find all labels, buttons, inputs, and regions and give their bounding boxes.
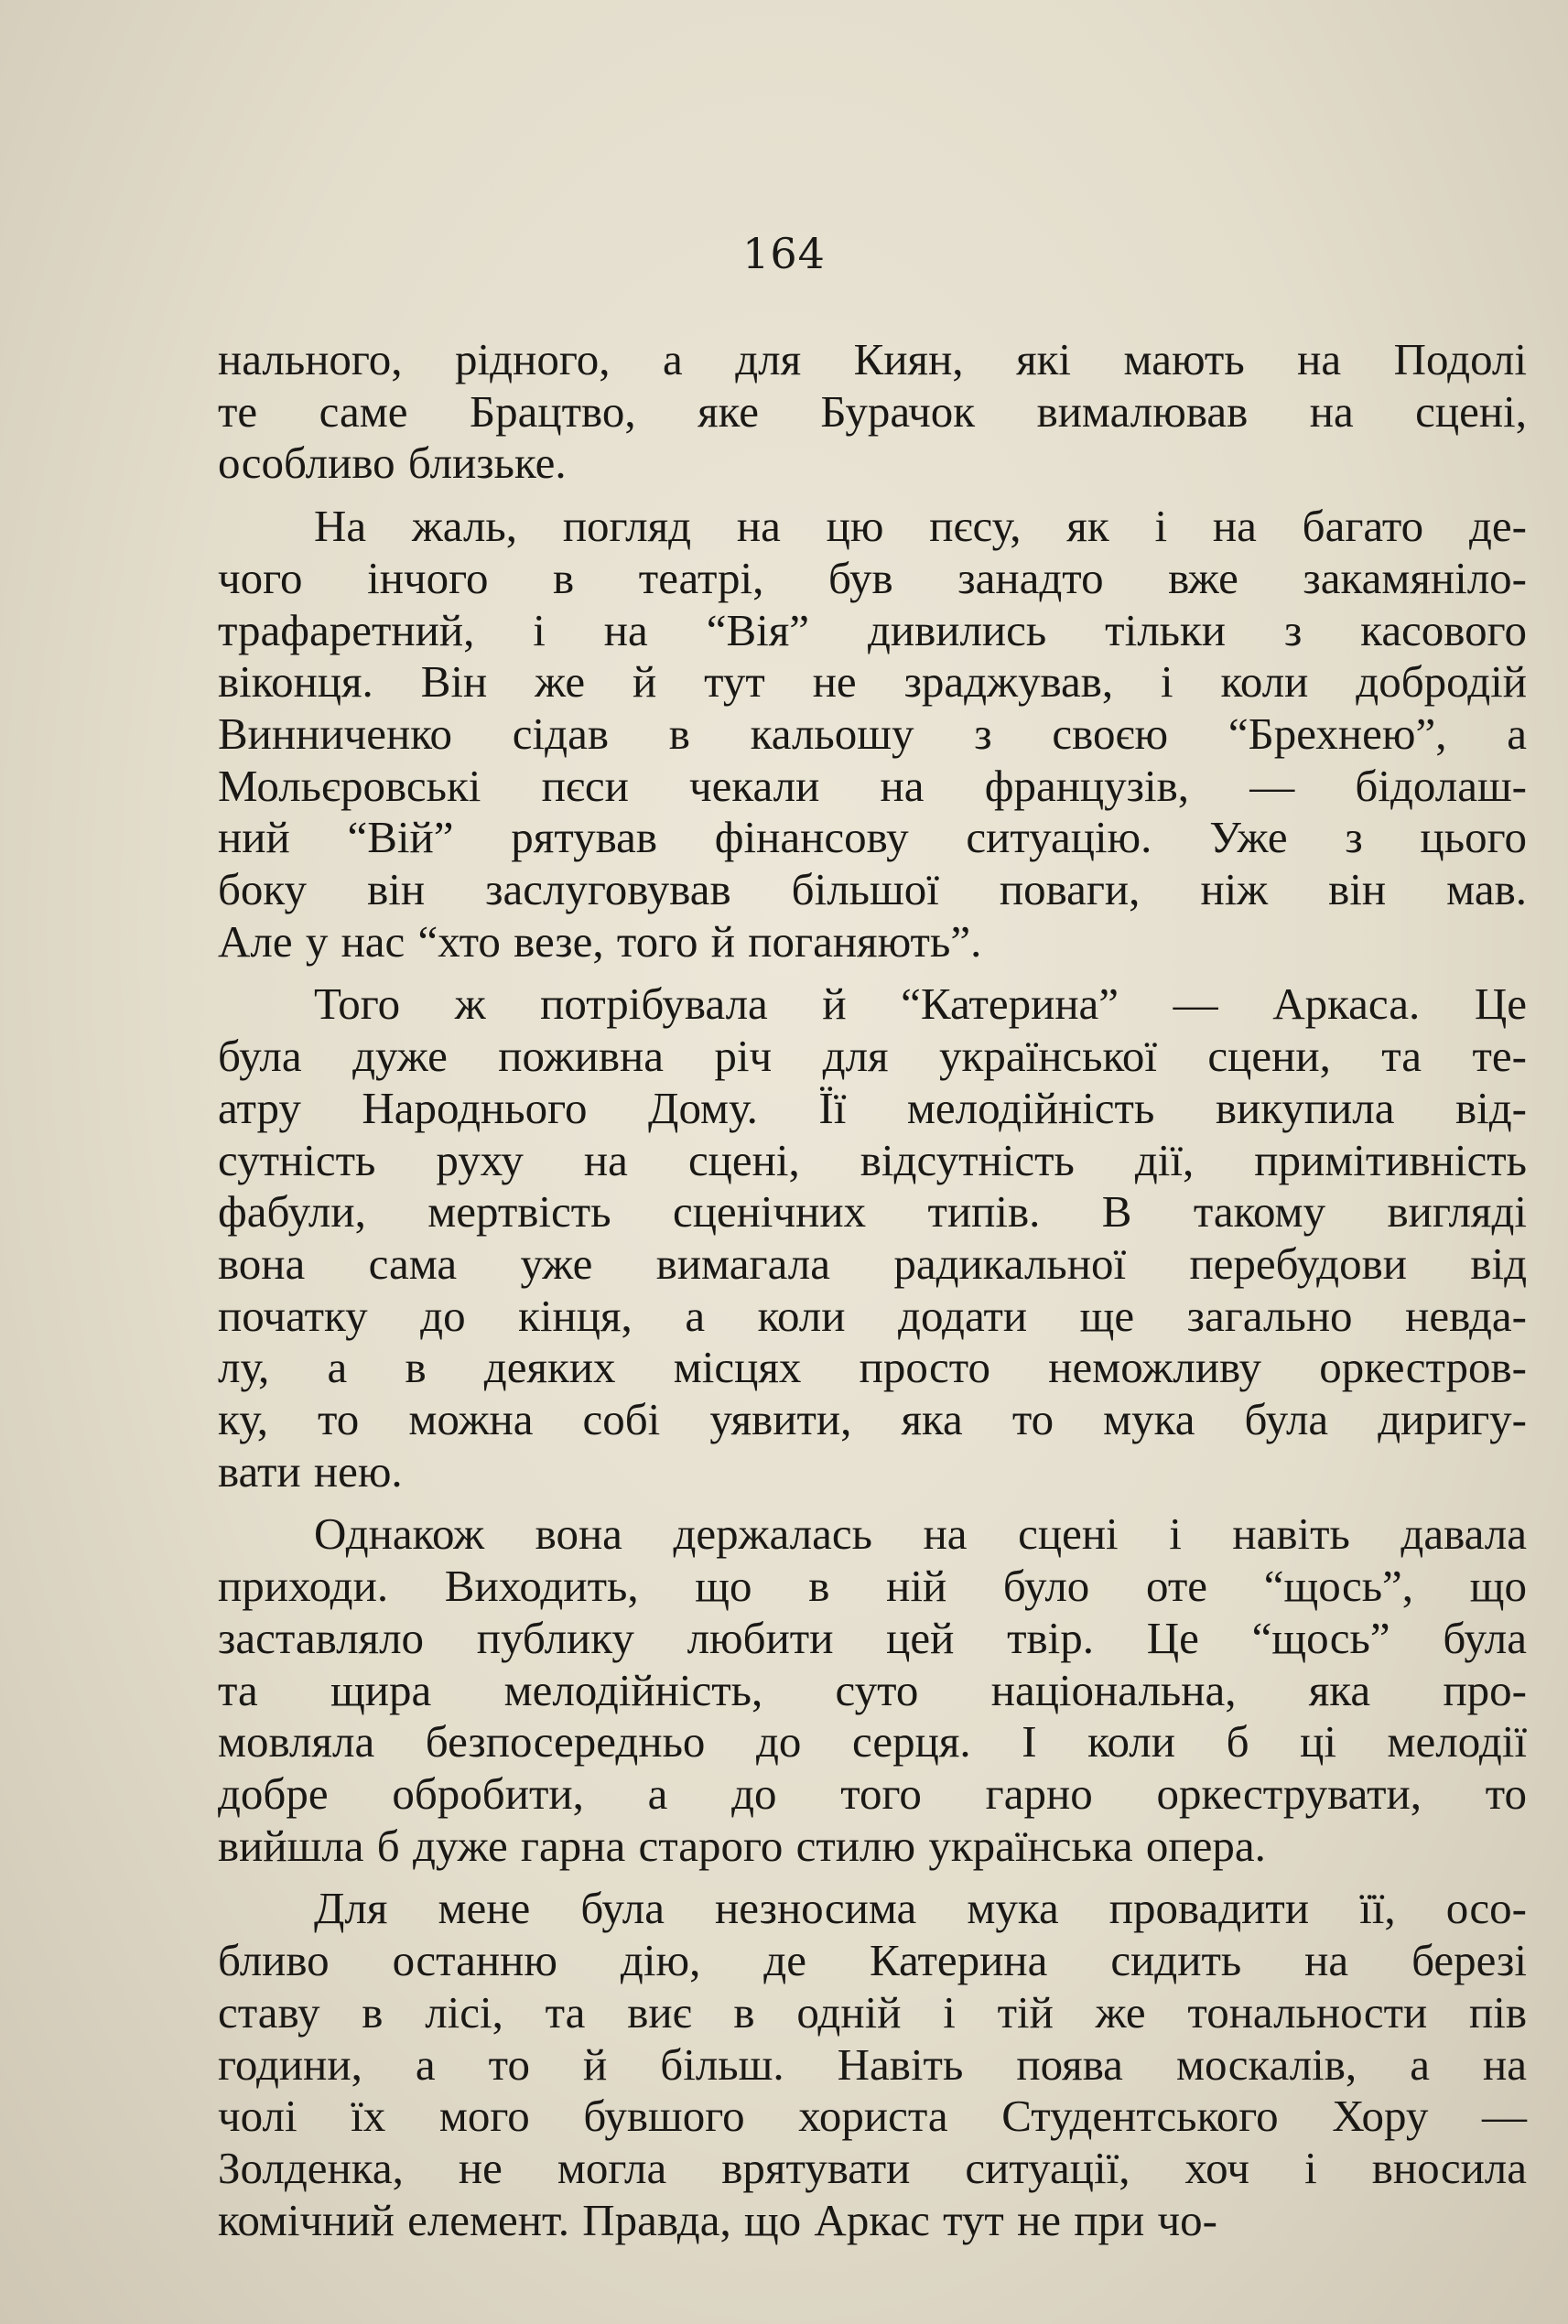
text-line: Золденка, не могла врятувати ситуації, хоч і вносила [218, 2142, 1527, 2193]
text-line: трафаретний, і на “Вія” дивились тільки з касового [218, 604, 1527, 655]
text-line: ний “Вій” рятував фінансову ситуацію. Уже з цього [218, 812, 1527, 863]
text-line: На жаль, погляд на цю пєсу, як і на багато де- [314, 501, 1527, 552]
paragraph [218, 978, 1527, 1497]
text-line: початку до кінця, а коли додати ще загально невда- [218, 1290, 1527, 1341]
text-line: ку, то можна собі уявити, яка то мука була диригу- [218, 1394, 1527, 1445]
text-line: Винниченко сідав в кальошу з своєю “Брехнею”, а [218, 708, 1527, 759]
text-line: віконця. Він же й тут не зраджував, і коли добродій [218, 656, 1527, 708]
paragraph [218, 501, 1527, 967]
text-line: особливо близьке. [218, 438, 567, 489]
text-line: Але у нас “хто везе, того й поганяють”. [218, 915, 982, 967]
text-line: Того ж потрібувала й “Катерина” — Аркаса. Це [314, 978, 1527, 1030]
text-line: ставу в лісі, та виє в одній і тій же тональности пів [218, 1986, 1527, 2038]
text-line: Мольєровські пєси чекали на французів, — бідолаш- [218, 760, 1527, 811]
text-line: бливо останню дію, де Катерина сидить на березі [218, 1935, 1527, 1986]
text-line: Для мене була незносима мука провадити її, осо- [314, 1883, 1527, 1934]
text-line: та щира мелодійність, суто національна, яка про- [218, 1664, 1527, 1715]
text-line: Однакож вона держалась на сцені і навіть давала [314, 1508, 1527, 1560]
text-line: була дуже поживна річ для української сцени, та те- [218, 1031, 1527, 1082]
text-line: заставляло публику любити цей твір. Це “щось” була [218, 1612, 1527, 1663]
text-line: комічний елемент. Правда, що Аркас тут не при чо- [218, 2194, 1217, 2245]
text-line: нального, рідного, а для Киян, які мають на Подолі [218, 334, 1527, 384]
text-line: вона сама уже вимагала радикальної перебудови від [218, 1238, 1527, 1289]
page-number: 164 [742, 229, 826, 278]
text-line: боку він заслуговував більшої поваги, ніж він мав. [218, 864, 1527, 915]
text-line: атру Народнього Дому. Її мелодійність викупила від- [218, 1082, 1527, 1133]
text-line: вати нею. [218, 1445, 403, 1497]
body-text [218, 334, 1527, 2246]
paragraph [218, 334, 1527, 490]
text-line: чого інчого в театрі, був занадто вже закамяніло- [218, 552, 1527, 603]
text-line: те саме Брацтво, яке Бурачок вималював на сцені, [218, 385, 1527, 437]
paragraph [218, 1883, 1527, 2246]
text-line: мовляла безпосередньо до серця. І коли б ці мелодії [218, 1716, 1527, 1767]
text-line: фабули, мертвість сценічних типів. В такому вигляді [218, 1186, 1527, 1238]
text-line: чолі їх мого бувшого хориста Студентського Хору — [218, 2091, 1527, 2142]
text-line: вийшла б дуже гарна старого стилю українська опера. [218, 1820, 1266, 1871]
text-line: сутність руху на сцені, відсутність дії, примітивність [218, 1134, 1527, 1185]
text-line: години, а то й більш. Навіть поява москалів, а на [218, 2038, 1527, 2090]
paragraph [218, 1508, 1527, 1872]
text-line: лу, а в деяких місцях просто неможливу оркестров- [218, 1342, 1527, 1393]
text-line: приходи. Виходить, що в ній було оте “щось”, що [218, 1561, 1527, 1612]
text-line: добре обробити, а до того гарно оркеструвати, то [218, 1767, 1527, 1819]
